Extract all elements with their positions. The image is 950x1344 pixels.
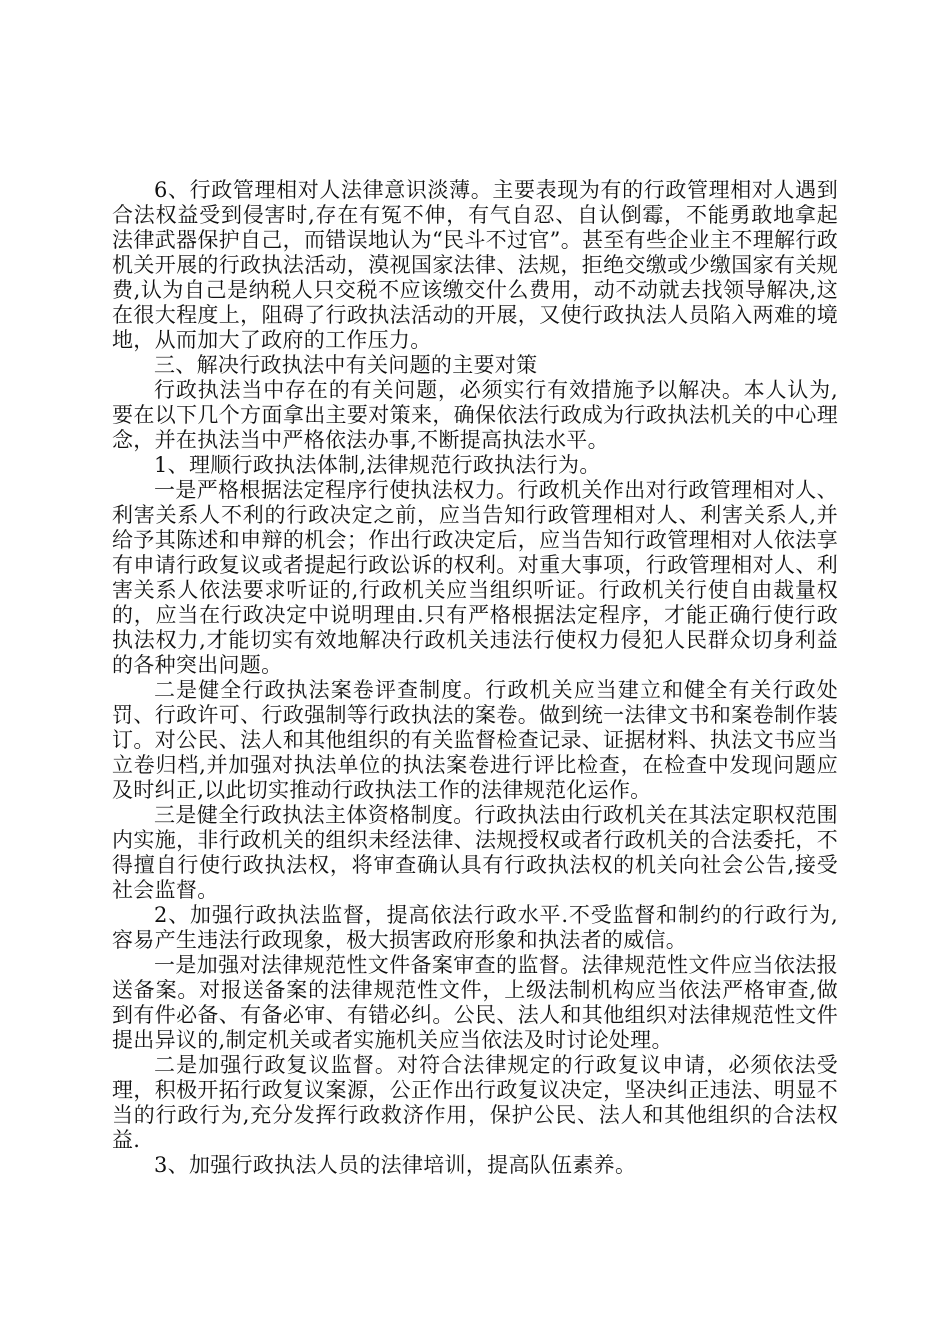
paragraph-item-6: 6、行政管理相对人法律意识淡薄。主要表现为有的行政管理相对人遇到合法权益受到侵害时,存在有冤不伸，有气自忍、自认倒霉，不能勇敢地拿起法律武器保护自己，而错误地认为“民斗不过官”。甚至有些企业主不理解行政机关开展的行政执法活动，漠视国家法律、法规，拒绝交缴或少缴国家有关规费,认为自己是纳税人只交税不应该缴交什么费用，动不动就去找领导解决,这在很大程度上，阻碍了行政执法活动的开展，又使行政执法人员陷入两难的境地，从而加大了政府的工作压力。 bbox=[112, 178, 838, 352]
paragraph-1-point-2: 二是健全行政执法案卷评查制度。行政机关应当建立和健全有关行政处罚、行政许可、行政强制等行政执法的案卷。做到统一法律文书和案卷制作装订。对公民、法人和其他组织的有关监督检查记录、证据材料、执法文书应当立卷归档,并加强对执法单位的执法案卷进行评比检查，在检查中发现问题应及时纠正,以此切实推动行政执法工作的法律规范化运作。 bbox=[112, 678, 838, 802]
subsection-heading-3: 3、加强行政执法人员的法律培训，提高队伍素养。 bbox=[154, 1153, 637, 1177]
section-intro-paragraph: 行政执法当中存在的有关问题，必须实行有效措施予以解决。本人认为,要在以下几个方面拿出主要对策来，确保依法行政成为行政执法机关的中心理念，并在执法当中严格依法办事,不断提高执法水平。 bbox=[112, 378, 838, 452]
paragraph-1-point-3: 三是健全行政执法主体资格制度。行政执法由行政机关在其法定职权范围内实施，非行政机关的组织未经法律、法规授权或者行政机关的合法委托，不得擅自行使行政执法权，将审查确认具有行政执法权的机关向社会公告,接受社会监督。 bbox=[112, 803, 838, 902]
paragraph-2-point-2: 二是加强行政复议监督。对符合法律规定的行政复议申请，必须依法受理，积极开拓行政复议案源，公正作出行政复议决定，坚决纠正违法、明显不当的行政行为,充分发挥行政救济作用，保护公民、法人和其他组织的合法权益. bbox=[112, 1053, 838, 1152]
section-heading-3: 三、解决行政执法中有关问题的主要对策 bbox=[154, 353, 538, 377]
subsection-heading-1: 1、理顺行政执法体制,法律规范行政执法行为。 bbox=[154, 453, 601, 477]
subsection-heading-2: 2、加强行政执法监督，提高依法行政水平.不受监督和制约的行政行为,容易产生违法行政现象，极大损害政府形象和执法者的威信。 bbox=[112, 903, 838, 952]
paragraph-2-point-1: 一是加强对法律规范性文件备案审查的监督。法律规范性文件应当依法报送备案。对报送备案的法律规范性文件，上级法制机构应当依法严格审查,做到有件必备、有备必审、有错必纠。公民、法人和其他组织对法律规范性文件提出异议的,制定机关或者实施机关应当依法及时讨论处理。 bbox=[112, 953, 838, 1052]
document-body bbox=[112, 178, 838, 1178]
paragraph-1-point-1: 一是严格根据法定程序行使执法权力。行政机关作出对行政管理相对人、利害关系人不利的行政决定之前，应当告知行政管理相对人、利害关系人,并给予其陈述和申辩的机会；作出行政决定后，应当告知行政管理相对人依法享有申请行政复议或者提起行政讼诉的权利。对重大事项，行政管理相对人、利害关系人依法要求听证的,行政机关应当组织听证。行政机关行使自由裁量权的，应当在行政决定中说明理由.只有严格根据法定程序，才能正确行使行政执法权力,才能切实有效地解决行政机关违法行使权力侵犯人民群众切身利益的各种突出问题。 bbox=[112, 478, 838, 677]
